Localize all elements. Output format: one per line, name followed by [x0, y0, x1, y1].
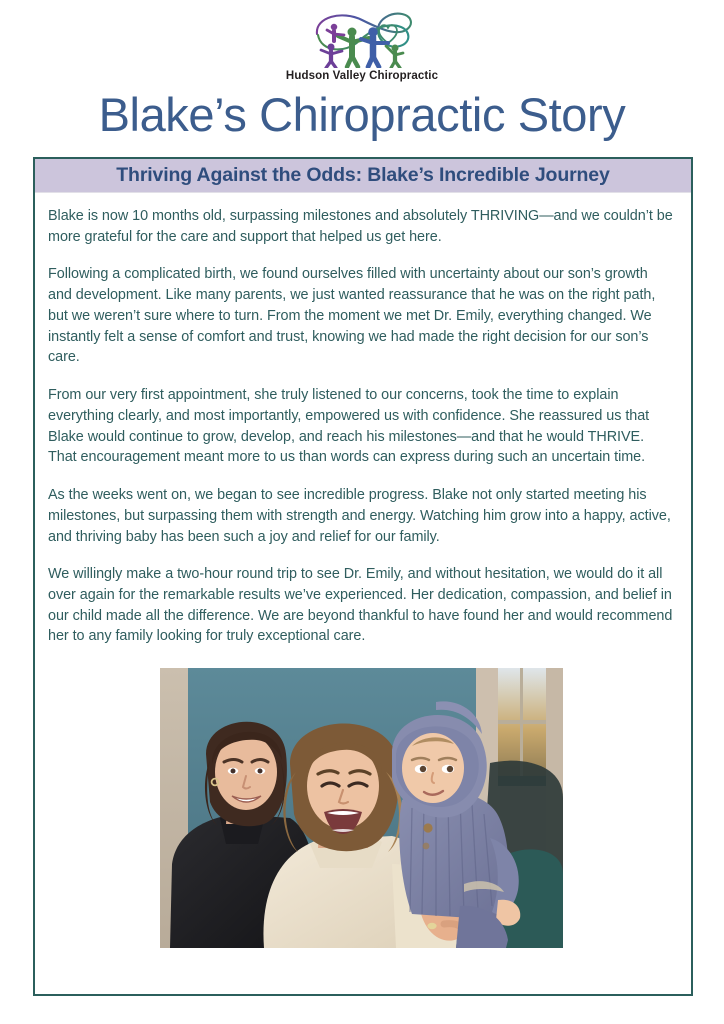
story-paragraph: Blake is now 10 months old, surpassing milestones and absolutely THRIVING—and we couldn’t be more grateful for the care and support that helped us get here.	[48, 208, 673, 245]
family-photo	[160, 668, 563, 948]
story-paragraph: As the weeks went on, we began to see incredible progress. Blake not only started meeting his milestones, but surpassing them with strength and energy. Watching him grow into a happy, active, and thriving baby has been such a joy and relief for our family.	[48, 487, 671, 545]
story-paragraph: We willingly make a two-hour round trip to see Dr. Emily, and without hesitation, we would do it all over again for the remarkable results we’ve experienced. Her dedication, compassion, and belief in our child made all the difference. We are beyond thankful to have found her and would recommend her to any family looking for truly exceptional care.	[48, 566, 673, 645]
brand-wordmark: Hudson Valley Chiropractic	[285, 70, 439, 82]
story-paragraph: From our very first appointment, she truly listened to our concerns, took the time to explain everything clearly, and most importantly, empowered us with confidence. She reassured us that Blake would continue to grow, develop, and reach his milestones—and that he would THRIVE. That encouragement meant more to us than words can express during such an uncertain time.	[48, 387, 650, 466]
family-chiropractic-logo-icon	[303, 6, 421, 68]
section-banner	[35, 159, 691, 193]
content-frame	[33, 157, 693, 996]
brand-logo-block	[0, 0, 724, 82]
page-title: Blake’s Chiropractic Story	[98, 88, 626, 141]
story-paragraph: Following a complicated birth, we found ourselves filled with uncertainty about our son’s growth and development. Like many parents, we just wanted reassurance that he was on the right path, but we weren’t sure where to turn. From the moment we met Dr. Emily, everything changed. We instantly felt a sense of comfort and trust, knowing we had made the right decision for our son’s care.	[48, 266, 656, 366]
story-body	[35, 193, 691, 948]
photo-container	[48, 668, 675, 948]
section-banner-heading: Thriving Against the Odds: Blake’s Incredible Journey	[116, 164, 610, 186]
